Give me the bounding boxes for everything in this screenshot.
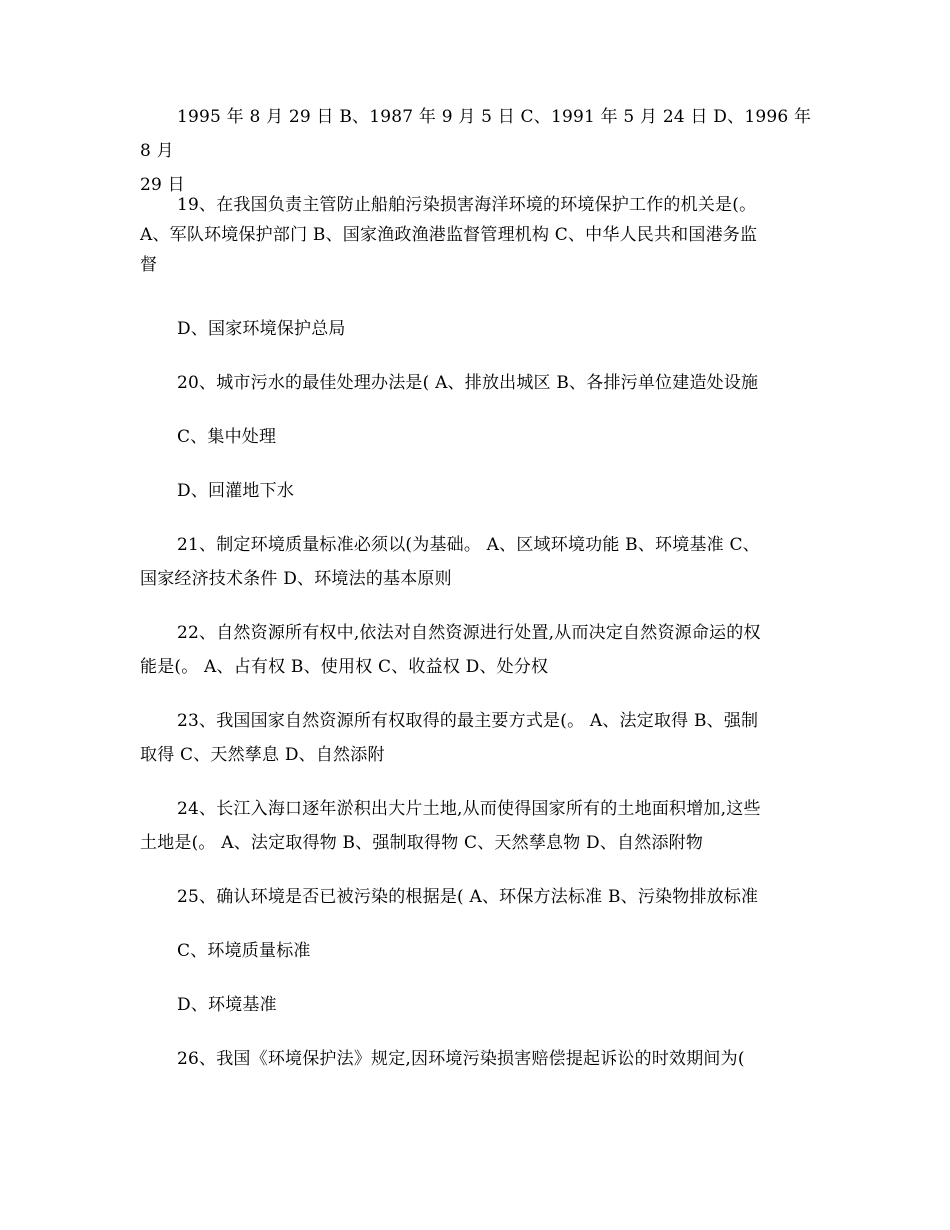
question-25-option-c bbox=[140, 934, 812, 968]
text-line: 能是(。 A、占有权 B、使用权 C、收益权 D、处分权 bbox=[140, 657, 549, 677]
question-23 bbox=[140, 704, 812, 772]
question-19-option-d bbox=[140, 312, 812, 346]
text-line: 24、长江入海口逐年淤积出大片土地,从而使得国家所有的土地面积增加,这些 bbox=[177, 799, 761, 819]
question-25-option-d bbox=[140, 988, 812, 1022]
text-line: D、环境基准 bbox=[177, 995, 277, 1015]
text-line: C、环境质量标准 bbox=[177, 941, 311, 961]
text-line: 25、确认环境是否已被污染的根据是( A、环保方法标准 B、污染物排放标准 bbox=[177, 887, 759, 907]
text-line: 26、我国《环境保护法》规定,因环境污染损害赔偿提起诉讼的时效期间为( bbox=[177, 1049, 745, 1069]
text-line: 20、城市污水的最佳处理办法是( A、排放出城区 B、各排污单位建造处设施 bbox=[177, 373, 759, 393]
text-line: 1995 年 8 月 29 日 B、1987 年 9 月 5 日 C、1991 年 5 月 24 日 D、1996 年 8 月 bbox=[140, 107, 812, 161]
text-line: 23、我国国家自然资源所有权取得的最主要方式是(。 A、法定取得 B、强制 bbox=[177, 711, 759, 731]
question-22 bbox=[140, 616, 812, 684]
text-line: 国家经济技术条件 D、环境法的基本原则 bbox=[140, 569, 452, 589]
text-line: 取得 C、天然孳息 D、自然添附 bbox=[140, 745, 385, 765]
text-line: 19、在我国负责主管防止船舶污染损害海洋环境的环境保护工作的机关是(。 bbox=[177, 195, 757, 215]
text-line: D、国家环境保护总局 bbox=[177, 319, 346, 339]
text-line: A、军队环境保护部门 B、国家渔政渔港监督管理机构 C、中华人民共和国港务监 bbox=[140, 225, 758, 245]
question-20 bbox=[140, 366, 812, 400]
text-line: 土地是(。 A、法定取得物 B、强制取得物 C、天然孳息物 D、自然添附物 bbox=[140, 833, 704, 853]
text-line: 22、自然资源所有权中,依法对自然资源进行处置,从而决定自然资源命运的权 bbox=[177, 623, 761, 643]
text-line: 29 日 bbox=[140, 175, 185, 195]
text-line: C、集中处理 bbox=[177, 427, 277, 447]
question-20-option-c bbox=[140, 420, 812, 454]
question-25 bbox=[140, 880, 812, 914]
text-line: 督 bbox=[140, 255, 158, 275]
paragraph-18-options bbox=[140, 100, 812, 202]
question-21 bbox=[140, 528, 812, 596]
text-line: D、回灌地下水 bbox=[177, 481, 295, 501]
question-24 bbox=[140, 792, 812, 860]
question-20-option-d bbox=[140, 474, 812, 508]
question-26 bbox=[140, 1042, 812, 1076]
text-line: 21、制定环境质量标准必须以(为基础。 A、区域环境功能 B、环境基准 C、 bbox=[177, 535, 760, 555]
question-19 bbox=[140, 188, 812, 282]
